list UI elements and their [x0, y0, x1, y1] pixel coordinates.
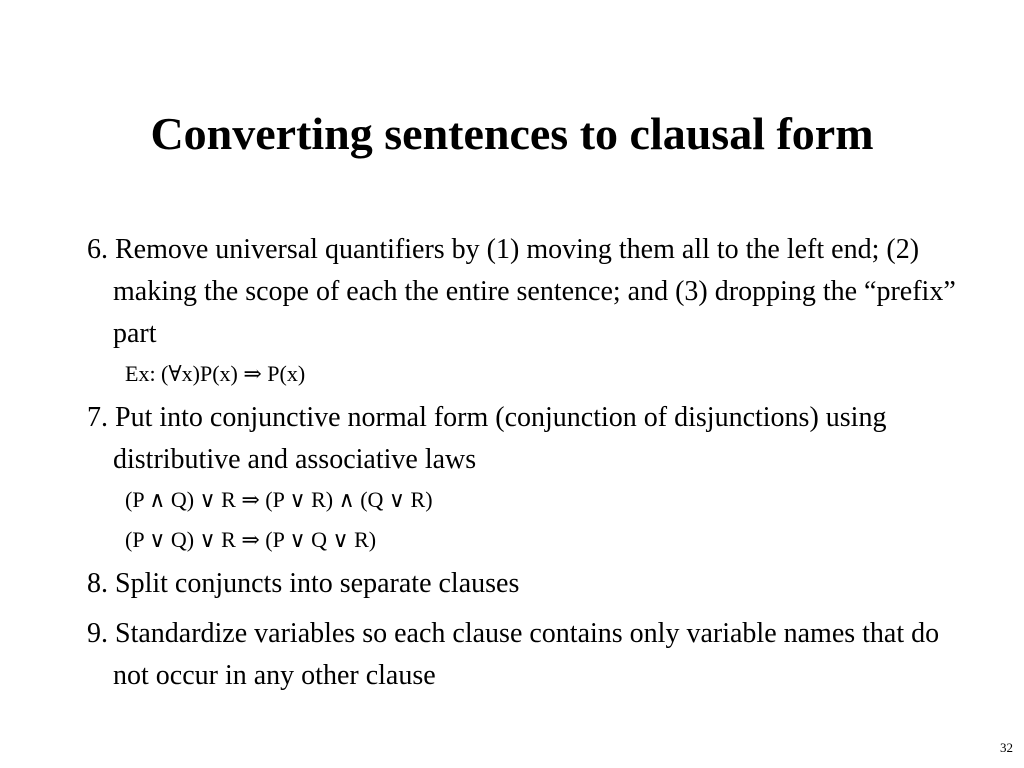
page-number: 32 [1000, 740, 1013, 755]
example-quantifier-removal: Ex: (∀x)P(x) ⇒ P(x) [125, 361, 306, 386]
list-item-step-9: 9. Standardize variables so each clause contains only variable names that do not occur in any other clause [87, 618, 940, 691]
example-distributive-law: (P ∧ Q) ∨ R ⇒ (P ∨ R) ∧ (Q ∨ R) [125, 487, 433, 512]
list-item-step-7: 7. Put into conjunctive normal form (conjunction of disjunctions) using distributive and associative laws [87, 402, 887, 475]
slide-title: Converting sentences to clausal form [150, 108, 874, 159]
example-associative-law: (P ∨ Q) ∨ R ⇒ (P ∨ Q ∨ R) [125, 527, 377, 552]
list-item-step-8: 8. Split conjuncts into separate clauses [87, 568, 520, 599]
list-item-step-6: 6. Remove universal quantifiers by (1) moving them all to the left end; (2) making the scope of each the entire sentence; and (3) dropping the “prefix” part [87, 234, 956, 349]
slide-content [87, 229, 957, 697]
